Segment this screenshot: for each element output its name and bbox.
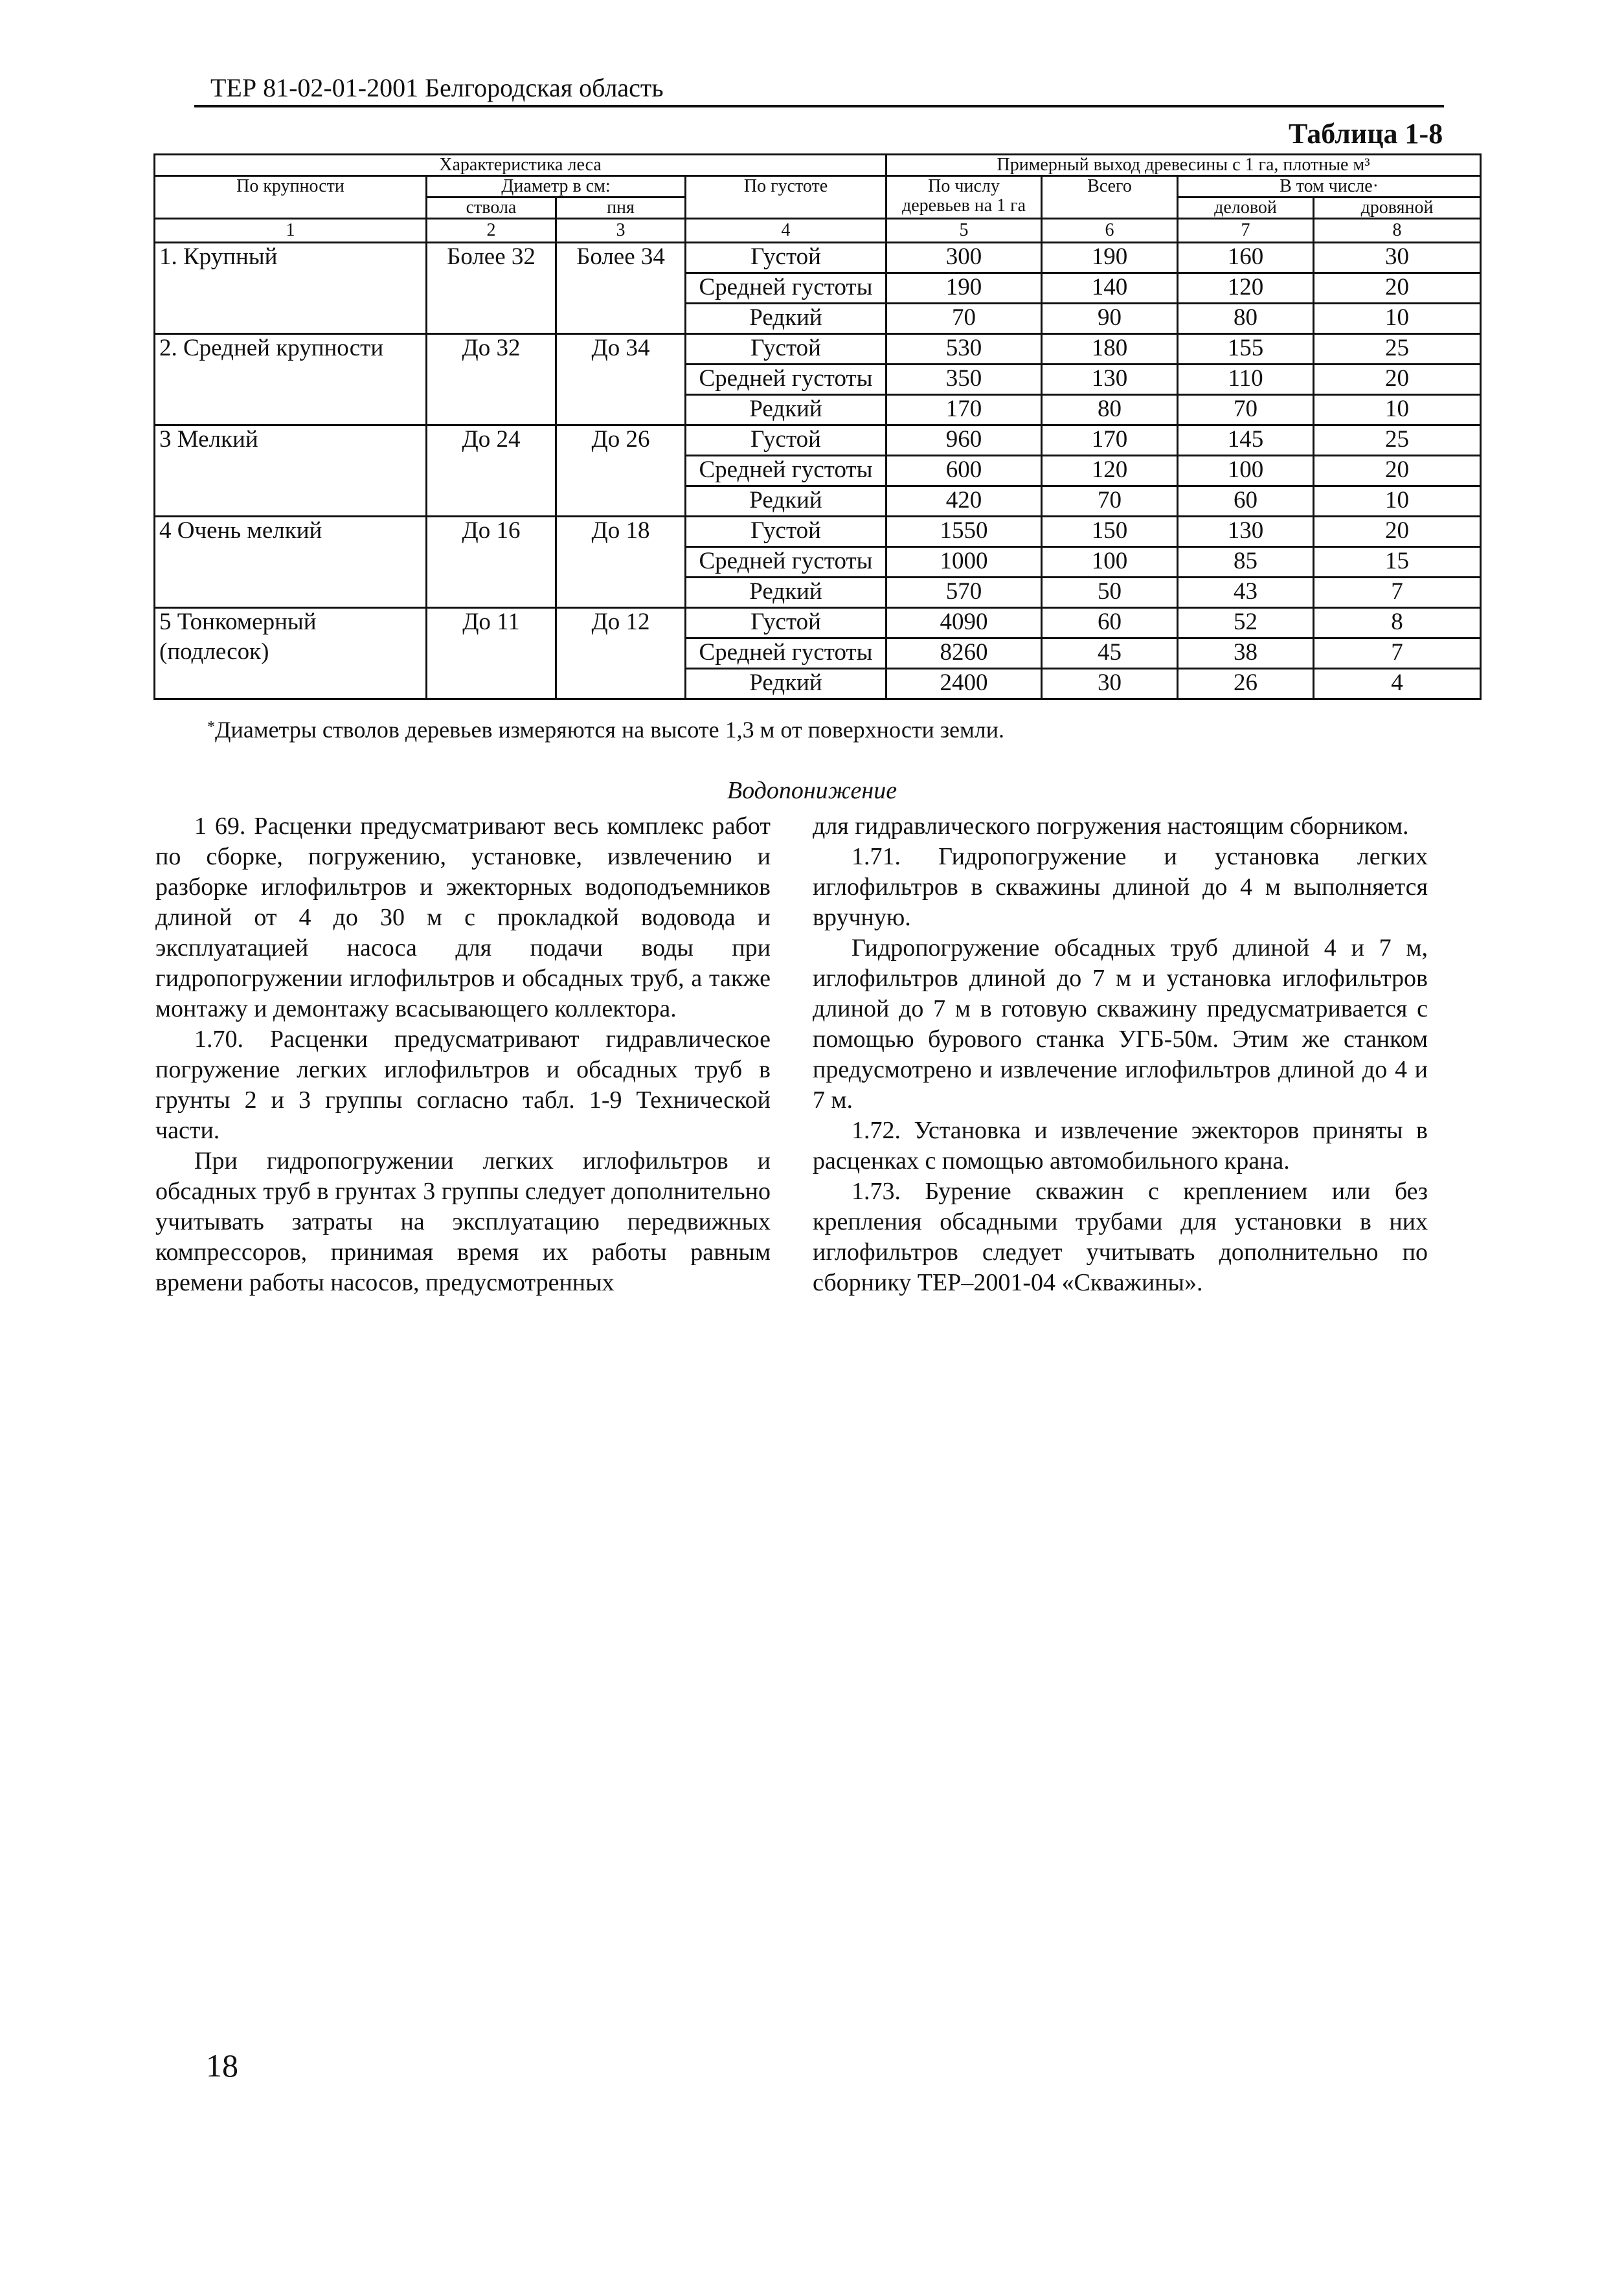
size-class-cell: (подлесок): [155, 638, 427, 669]
paragraph-1-70: 1.70. Расценки предусматривают гидравлическое погружение легких иглофильтров и обсадных труб в грунты 2 и 3 группы согласно табл. 1-9 Технической части.: [155, 1026, 771, 1144]
table-row: [155, 608, 1481, 638]
timber-yield-header: Примерный выход древесины с 1 га, плотные м³: [886, 155, 1481, 176]
table-row: [155, 486, 1481, 517]
table-row: [155, 638, 1481, 669]
table-row: [155, 395, 1481, 425]
stump-diameter-cell: [556, 304, 686, 334]
business-wood-cell: 52: [1178, 608, 1314, 638]
diameter-header: Диаметр в см:: [427, 176, 686, 197]
stump-diameter-cell: Более 34: [556, 243, 686, 273]
stump-header: пня: [556, 197, 686, 219]
density-cell: Густой: [686, 517, 886, 547]
total-yield-cell: 120: [1042, 456, 1178, 486]
table-row: [155, 669, 1481, 699]
total-yield-cell: 80: [1042, 395, 1178, 425]
column-number: 3: [556, 219, 686, 243]
total-header: Всего: [1042, 176, 1178, 219]
size-class-cell: 5 Тонкомерный: [155, 608, 427, 638]
firewood-header: дровяной: [1314, 197, 1481, 219]
paragraph-1-71: 1.71. Гидропогружение и установка легких иглофильтров в скважины длиной до 4 м выполняется вручную.: [813, 843, 1428, 931]
tree-count-cell: 70: [886, 304, 1042, 334]
trunk-diameter-cell: До 11: [427, 608, 556, 638]
size-class-cell: [155, 304, 427, 334]
size-header: По крупности: [155, 176, 427, 219]
trunk-diameter-cell: [427, 304, 556, 334]
total-yield-cell: 140: [1042, 273, 1178, 304]
column-number: 8: [1314, 219, 1481, 243]
density-cell: Редкий: [686, 395, 886, 425]
density-cell: Густой: [686, 608, 886, 638]
trunk-diameter-cell: [427, 547, 556, 578]
firewood-cell: 4: [1314, 669, 1481, 699]
firewood-cell: 15: [1314, 547, 1481, 578]
business-wood-cell: 130: [1178, 517, 1314, 547]
business-wood-cell: 155: [1178, 334, 1314, 365]
stump-diameter-cell: До 26: [556, 425, 686, 456]
stump-diameter-cell: [556, 669, 686, 699]
total-yield-cell: 50: [1042, 578, 1178, 608]
business-wood-cell: 100: [1178, 456, 1314, 486]
firewood-cell: 20: [1314, 456, 1481, 486]
stump-diameter-cell: [556, 486, 686, 517]
trunk-diameter-cell: [427, 273, 556, 304]
stump-diameter-cell: [556, 547, 686, 578]
business-wood-cell: 120: [1178, 273, 1314, 304]
paragraph-1-72: 1.72. Установка и извлечение эжекторов приняты в расценках с помощью автомобильного крана.: [813, 1117, 1428, 1175]
size-class-cell: [155, 365, 427, 395]
density-cell: Густой: [686, 334, 886, 365]
paragraph-1-69: 1 69. Расценки предусматривают весь комплекс работ по сборке, погружению, установке, извлечению и разборке иглофильтров и эжекторных водоподъемников длиной от 4 до 30 м с прокладкой водовода и эксплуатацией насоса для подачи воды при гидропогружении иглофильтров и обсадных труб, а также монтажу и демонтажу всасывающего коллектора.: [155, 813, 771, 1022]
tree-count-cell: 4090: [886, 608, 1042, 638]
tree-count-header-line2: деревьев на 1 га: [901, 196, 1026, 216]
firewood-cell: 7: [1314, 578, 1481, 608]
size-class-cell: [155, 395, 427, 425]
column-number: 6: [1042, 219, 1178, 243]
trunk-diameter-cell: [427, 395, 556, 425]
column-number: 2: [427, 219, 556, 243]
density-header: По густоте: [686, 176, 886, 219]
tree-count-cell: 2400: [886, 669, 1042, 699]
business-wood-cell: 160: [1178, 243, 1314, 273]
total-yield-cell: 130: [1042, 365, 1178, 395]
tree-count-cell: 960: [886, 425, 1042, 456]
trunk-diameter-cell: До 16: [427, 517, 556, 547]
firewood-cell: 20: [1314, 517, 1481, 547]
table-row: [155, 304, 1481, 334]
paragraph-continuation: для гидравлического погружения настоящим сборником.: [813, 813, 1409, 840]
business-wood-cell: 85: [1178, 547, 1314, 578]
density-cell: Средней густоты: [686, 456, 886, 486]
firewood-cell: 10: [1314, 304, 1481, 334]
firewood-cell: 8: [1314, 608, 1481, 638]
footnote-text: Диаметры стволов деревьев измеряются на высоте 1,3 м от поверхности земли.: [215, 717, 1005, 743]
tree-count-cell: 530: [886, 334, 1042, 365]
header-rule: [194, 105, 1444, 107]
trunk-diameter-cell: До 24: [427, 425, 556, 456]
size-class-cell: [155, 486, 427, 517]
firewood-cell: 10: [1314, 486, 1481, 517]
stump-diameter-cell: [556, 638, 686, 669]
firewood-cell: 25: [1314, 334, 1481, 365]
table-row: [155, 273, 1481, 304]
total-yield-cell: 180: [1042, 334, 1178, 365]
column-number: 7: [1178, 219, 1314, 243]
business-wood-cell: 38: [1178, 638, 1314, 669]
size-class-cell: 3 Мелкий: [155, 425, 427, 456]
table-caption: Таблица 1-8: [1289, 118, 1443, 150]
total-yield-cell: 45: [1042, 638, 1178, 669]
stump-diameter-cell: До 18: [556, 517, 686, 547]
size-class-cell: [155, 669, 427, 699]
density-cell: Густой: [686, 425, 886, 456]
firewood-cell: 30: [1314, 243, 1481, 273]
total-yield-cell: 30: [1042, 669, 1178, 699]
business-wood-header: деловой: [1178, 197, 1314, 219]
business-wood-cell: 110: [1178, 365, 1314, 395]
density-cell: Средней густоты: [686, 547, 886, 578]
trunk-diameter-cell: [427, 669, 556, 699]
tree-count-cell: 420: [886, 486, 1042, 517]
density-cell: Редкий: [686, 578, 886, 608]
trunk-diameter-cell: [427, 638, 556, 669]
total-yield-cell: 100: [1042, 547, 1178, 578]
firewood-cell: 7: [1314, 638, 1481, 669]
business-wood-cell: 43: [1178, 578, 1314, 608]
tree-count-cell: 190: [886, 273, 1042, 304]
table-row: [155, 425, 1481, 456]
tree-count-cell: 300: [886, 243, 1042, 273]
document-header: ТЕР 81-02-01-2001 Белгородская область: [210, 73, 664, 102]
table-row: [155, 243, 1481, 273]
table-row: [155, 365, 1481, 395]
tree-count-cell: 1550: [886, 517, 1042, 547]
tree-count-cell: 1000: [886, 547, 1042, 578]
size-class-cell: [155, 547, 427, 578]
total-yield-cell: 150: [1042, 517, 1178, 547]
tree-count-cell: 600: [886, 456, 1042, 486]
table-row: [155, 578, 1481, 608]
total-yield-cell: 90: [1042, 304, 1178, 334]
trunk-diameter-cell: [427, 486, 556, 517]
timber-yield-table: [153, 153, 1482, 700]
total-yield-cell: 60: [1042, 608, 1178, 638]
stump-diameter-cell: [556, 395, 686, 425]
column-number: 4: [686, 219, 886, 243]
paragraph-casing-pipes: Гидропогружение обсадных труб длиной 4 и 7 м, иглофильтров длиной до 7 м и установка иглофильтров длиной до 7 м в готовую скважину предусматривается с помощью бурового станка УГБ-50м. Этим же станком предусмотрено и извлечение иглофильтров длиной до 4 и 7 м.: [813, 934, 1428, 1114]
tree-count-cell: 350: [886, 365, 1042, 395]
section-title: Водопонижение: [727, 777, 897, 804]
density-cell: Средней густоты: [686, 365, 886, 395]
business-wood-cell: 26: [1178, 669, 1314, 699]
stump-diameter-cell: До 34: [556, 334, 686, 365]
stump-diameter-cell: [556, 365, 686, 395]
right-text-column: [813, 811, 1428, 1298]
firewood-cell: 20: [1314, 273, 1481, 304]
density-cell: Редкий: [686, 486, 886, 517]
left-text-column: [155, 811, 771, 1298]
size-class-cell: 4 Очень мелкий: [155, 517, 427, 547]
tree-count-header-line1: По числу: [928, 176, 1000, 196]
stump-diameter-cell: [556, 456, 686, 486]
footnote-mark: *: [207, 719, 215, 736]
tree-count-cell: 8260: [886, 638, 1042, 669]
paragraph-hydro-compressors: При гидропогружении легких иглофильтров и обсадных труб в грунтах 3 группы следует дополнительно учитывать затраты на эксплуатацию передвижных компрессоров, принимая время их работы равным времени работы насосов, предусмотренных: [155, 1147, 771, 1296]
table-row: [155, 456, 1481, 486]
firewood-cell: 10: [1314, 395, 1481, 425]
density-cell: Средней густоты: [686, 273, 886, 304]
total-yield-cell: 170: [1042, 425, 1178, 456]
business-wood-cell: 80: [1178, 304, 1314, 334]
table-row: [155, 547, 1481, 578]
tree-count-cell: 570: [886, 578, 1042, 608]
density-cell: Редкий: [686, 669, 886, 699]
business-wood-cell: 145: [1178, 425, 1314, 456]
paragraph-1-73: 1.73. Бурение скважин с креплением или без крепления обсадными трубами для установки в них иглофильтров следует учитывать дополнительно по сборнику ТЕР–2001-04 «Скважины».: [813, 1178, 1428, 1296]
page-number: 18: [206, 2047, 238, 2084]
business-wood-cell: 60: [1178, 486, 1314, 517]
trunk-diameter-cell: До 32: [427, 334, 556, 365]
size-class-cell: [155, 273, 427, 304]
including-header: В том числе·: [1178, 176, 1481, 197]
column-numbers-row: [155, 219, 1481, 243]
size-class-cell: 2. Средней крупности: [155, 334, 427, 365]
firewood-cell: 20: [1314, 365, 1481, 395]
trunk-diameter-cell: Более 32: [427, 243, 556, 273]
stump-diameter-cell: [556, 273, 686, 304]
column-number: 5: [886, 219, 1042, 243]
size-class-cell: [155, 456, 427, 486]
trunk-diameter-cell: [427, 578, 556, 608]
total-yield-cell: 70: [1042, 486, 1178, 517]
density-cell: Редкий: [686, 304, 886, 334]
trunk-diameter-cell: [427, 365, 556, 395]
table-row: [155, 334, 1481, 365]
business-wood-cell: 70: [1178, 395, 1314, 425]
stump-diameter-cell: До 12: [556, 608, 686, 638]
trunk-header: ствола: [427, 197, 556, 219]
size-class-cell: [155, 578, 427, 608]
total-yield-cell: 190: [1042, 243, 1178, 273]
table-footnote: [207, 715, 1004, 744]
table-row: [155, 517, 1481, 547]
firewood-cell: 25: [1314, 425, 1481, 456]
tree-count-cell: 170: [886, 395, 1042, 425]
column-number: 1: [155, 219, 427, 243]
stump-diameter-cell: [556, 578, 686, 608]
forest-characteristics-header: Характеристика леса: [155, 155, 886, 176]
density-cell: Густой: [686, 243, 886, 273]
density-cell: Средней густоты: [686, 638, 886, 669]
trunk-diameter-cell: [427, 456, 556, 486]
tree-count-header: [886, 176, 1042, 219]
size-class-cell: 1. Крупный: [155, 243, 427, 273]
